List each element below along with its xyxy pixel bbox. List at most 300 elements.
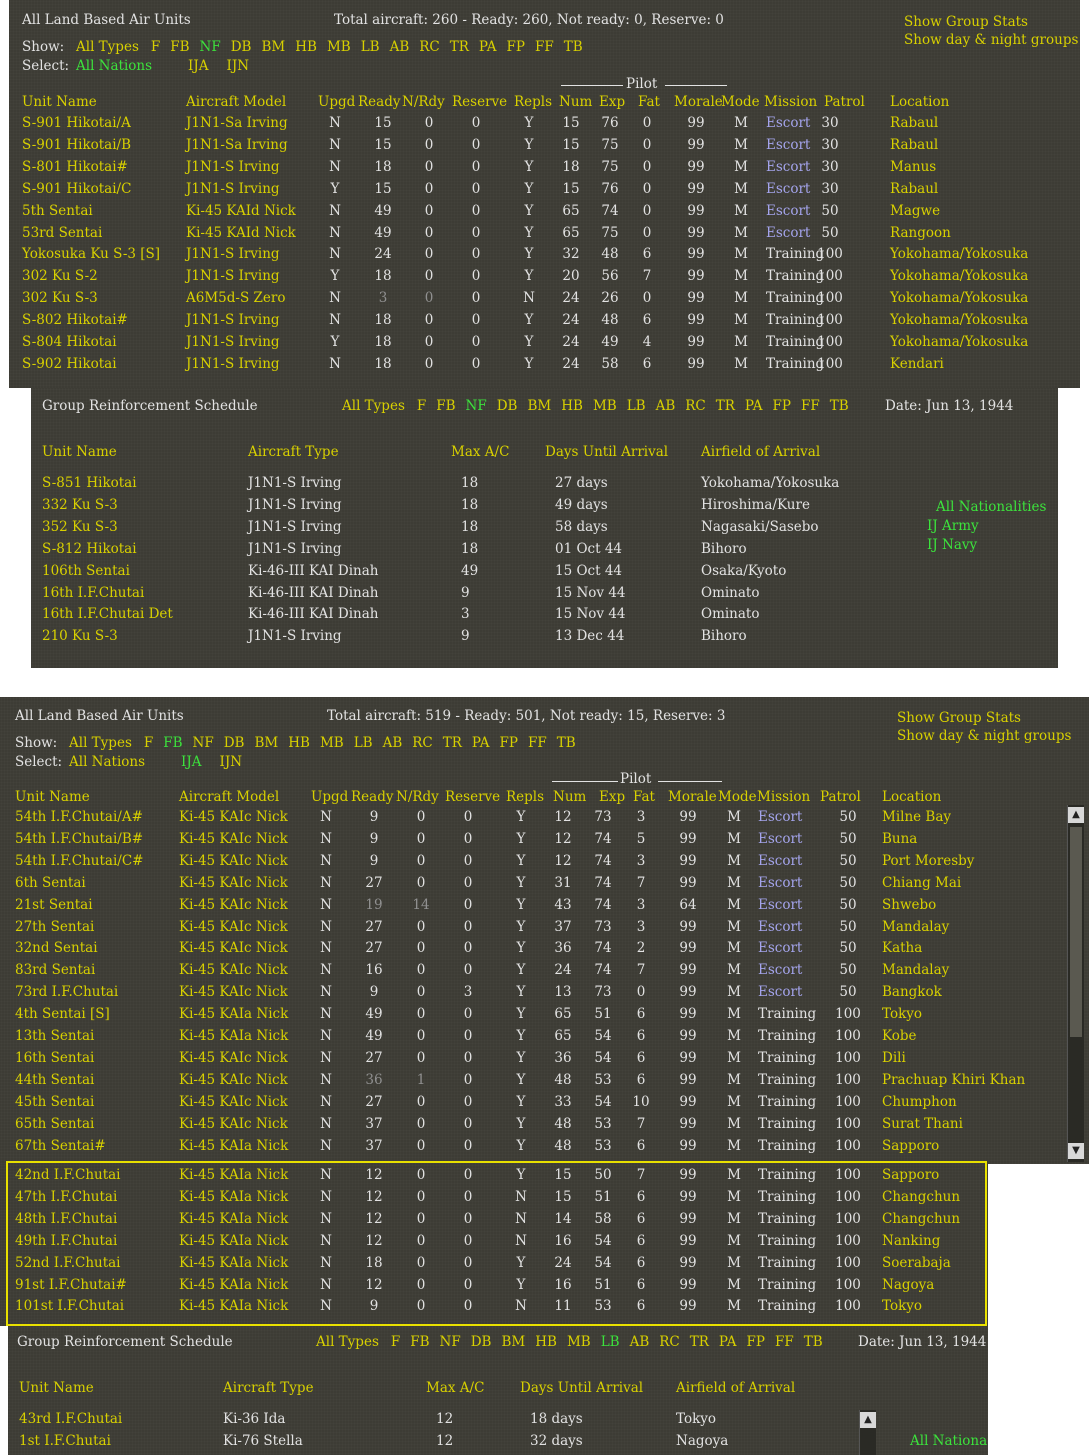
table-row[interactable] [0,872,1089,894]
filter-pa[interactable]: PA [471,735,490,751]
cell-unit-name[interactable]: 16th Sentai [15,1049,95,1066]
cell-mission[interactable]: Escort [758,962,803,979]
filter-rc[interactable]: RC [659,1334,680,1350]
show-day-night-link[interactable]: Show day & night groups [897,728,1072,744]
cell-mission[interactable]: Escort [766,115,811,131]
reinforcement-row[interactable] [31,494,1058,516]
filter-rc[interactable]: RC [685,398,706,414]
reinforcement-panel-2 [8,1326,988,1455]
cell-mission[interactable]: Training [758,1006,817,1023]
cell-mission[interactable]: Training [766,246,825,263]
filter-pa[interactable]: PA [744,398,763,414]
column-header-repls[interactable]: Repls [514,94,553,110]
table-row[interactable] [9,156,1080,178]
cell-pilot-fat: 6 [636,1298,646,1315]
cell-mode: M [727,1049,741,1066]
cell-unit-name[interactable]: 48th I.F.Chutai [15,1210,118,1227]
cell-mission[interactable]: Training [766,334,825,350]
cell-location: Dili [882,1049,906,1066]
table-row[interactable] [9,112,1080,134]
cell-mission[interactable]: Training [758,1093,817,1110]
cell-ready: 27 [365,940,383,957]
column-header-mission[interactable]: Mission [764,94,818,110]
cell-mission[interactable]: Training [766,290,825,307]
cell-location: Kendari [890,355,944,372]
cell-aircraft-model: Ki-45 KAId Nick [186,224,296,241]
reinforcement-row[interactable] [31,582,1058,604]
cell-mission[interactable]: Training [758,1188,817,1205]
cell-unit-name[interactable]: 54th I.F.Chutai/B# [15,830,144,847]
cell-unit-name[interactable]: S-901 Hikotai/A [22,115,131,131]
table-row[interactable] [9,265,1080,287]
column-header-morale[interactable]: Morale [668,789,717,805]
filter-rc[interactable]: RC [419,39,440,55]
cell-reserve: 0 [463,1276,473,1293]
column-header-pilot-exp[interactable]: Exp [599,789,626,805]
pilot-header: Pilot [620,771,652,787]
reinforcement-cell: 27 days [555,475,608,491]
cell-pilot-num: 65 [554,1006,572,1023]
cell-unit-name[interactable]: 83rd Sentai [15,962,96,979]
reinforcement-row[interactable] [31,538,1058,560]
cell-pilot-fat: 6 [642,246,652,263]
filter-fb[interactable]: FB [170,39,190,55]
cell-mode: M [727,1188,741,1205]
reinforcement-cell: 49 [461,562,479,579]
cell-location: Rabaul [890,180,939,197]
cell-aircraft-model: Ki-45 KAIa Nick [179,1167,289,1183]
units-scrollbar[interactable] [1067,805,1084,1162]
cell-unit-name[interactable]: 6th Sentai [15,874,86,891]
cell-ready: 12 [365,1276,383,1293]
filter-mb[interactable]: MB [566,1334,591,1350]
cell-unit-name[interactable]: 44th Sentai [15,1071,95,1088]
column-header-patrol[interactable]: Patrol [820,789,861,805]
table-row[interactable] [9,309,1080,331]
cell-reserve: 0 [463,1298,473,1315]
cell-unit-name[interactable]: 32nd Sentai [15,940,98,957]
column-header-unit-name[interactable]: Unit Name [22,94,97,110]
table-row[interactable] [0,916,1089,938]
cell-upgd: N [329,224,341,241]
cell-unit-name[interactable]: 27th Sentai [15,918,95,935]
cell-unit-name[interactable]: S-902 Hikotai [22,355,117,372]
cell-unit-name[interactable]: 5th Sentai [22,202,93,219]
cell-morale: 99 [687,334,705,350]
nation-filter-ija[interactable]: IJA [188,58,209,74]
cell-not-ready: 0 [416,984,426,1001]
cell-pilot-exp: 74 [594,940,612,957]
cell-unit-name[interactable]: Yokosuka Ku S-3 [S] [22,246,161,263]
filter-all-types[interactable]: All Types [342,398,405,414]
nation-all-nationalities[interactable]: All Nationa [910,1433,988,1449]
table-row[interactable] [0,1003,1089,1025]
table-row[interactable] [0,1047,1089,1069]
reinforcement-column-2: Max A/C [426,1380,485,1396]
filter-tr[interactable]: TR [715,398,735,414]
filter-ff[interactable]: FF [800,398,820,414]
table-row[interactable] [0,959,1089,981]
cell-unit-name[interactable]: 65th Sentai [15,1115,95,1132]
reinforcement-column-3: Days Until Arrival [520,1380,644,1396]
cell-ready: 27 [365,874,383,891]
table-row[interactable] [0,894,1089,916]
cell-mode: M [727,962,741,979]
column-header-mission[interactable]: Mission [757,789,811,805]
cell-patrol: 100 [817,355,843,372]
filter-hb[interactable]: HB [295,39,317,55]
filter-mb[interactable]: MB [592,398,617,414]
filter-tb[interactable]: TB [563,39,583,55]
table-row[interactable] [9,222,1080,244]
reinforcement-panel-1 [31,388,1058,668]
cell-mission[interactable]: Training [758,1137,817,1154]
filter-ff[interactable]: FF [527,735,547,751]
column-header-pilot-fat[interactable]: Fat [638,94,660,110]
cell-unit-name[interactable]: 101st I.F.Chutai [15,1298,125,1315]
cell-unit-name[interactable]: 54th I.F.Chutai/C# [15,852,144,869]
cell-unit-name[interactable]: S-801 Hikotai# [22,158,128,175]
cell-mission[interactable]: Training [758,1232,817,1249]
filter-ab[interactable]: AB [382,735,403,751]
filter-hb[interactable]: HB [535,1334,557,1350]
filter-pa[interactable]: PA [478,39,497,55]
scroll-thumb[interactable] [1070,827,1082,1037]
filter-bm[interactable]: BM [527,398,552,414]
cell-unit-name[interactable]: 49th I.F.Chutai [15,1232,118,1249]
scroll-up-arrow-icon[interactable]: ▲ [860,1412,876,1428]
cell-mission[interactable]: Escort [766,136,811,153]
filter-tb[interactable]: TB [803,1334,823,1350]
table-row[interactable] [0,1135,1089,1157]
cell-unit-name[interactable]: 45th Sentai [15,1093,95,1110]
column-header-upgd[interactable]: Upgd [311,789,349,805]
reinforcement-row[interactable] [31,560,1058,582]
cell-ready: 9 [369,1298,379,1315]
column-header-patrol[interactable]: Patrol [824,94,865,110]
cell-mission[interactable]: Escort [766,202,811,219]
cell-mission[interactable]: Escort [766,224,811,241]
filter-rc[interactable]: RC [412,735,433,751]
cell-pilot-fat: 5 [636,830,646,847]
reinforcement-row[interactable] [8,1408,988,1430]
cell-not-ready: 0 [416,918,426,935]
cell-repls: Y [516,874,526,891]
filter-f[interactable]: F [390,1334,401,1350]
cell-ready: 12 [365,1232,383,1249]
cell-patrol: 30 [821,158,839,175]
cell-ready: 15 [374,180,392,197]
cell-mode: M [727,1276,741,1293]
cell-mission[interactable]: Escort [758,809,803,825]
filter-fp[interactable]: FP [746,1334,765,1350]
show-group-stats-link[interactable]: Show Group Stats [904,14,1028,30]
cell-repls: Y [524,355,534,372]
table-row[interactable] [0,937,1089,959]
filter-bm[interactable]: BM [501,1334,526,1350]
column-header-location[interactable]: Location [882,789,942,805]
table-row[interactable] [9,243,1080,265]
column-header-not-ready[interactable]: N/Rdy [396,789,439,805]
cell-reserve: 0 [463,1115,473,1132]
filter-fb[interactable]: FB [163,735,183,751]
cell-mission[interactable]: Training [758,1276,817,1293]
cell-not-ready: 0 [416,1188,426,1205]
cell-unit-name[interactable]: 21st Sentai [15,896,93,913]
filter-fb[interactable]: FB [410,1334,430,1350]
table-row[interactable] [0,806,1089,828]
filter-ab[interactable]: AB [629,1334,650,1350]
cell-mission[interactable]: Training [758,1115,817,1132]
cell-morale: 99 [687,202,705,219]
filter-nf[interactable]: NF [199,39,221,55]
filter-f[interactable]: F [150,39,161,55]
cell-mission[interactable]: Escort [758,984,803,1001]
column-header-aircraft-model[interactable]: Aircraft Model [186,94,287,110]
filter-lb[interactable]: LB [353,735,373,751]
cell-pilot-exp: 53 [594,1115,612,1132]
column-header-reserve[interactable]: Reserve [445,789,501,805]
cell-ready: 27 [365,918,383,935]
cell-mode: M [734,136,748,153]
table-row[interactable] [9,200,1080,222]
reinforcement-row[interactable] [8,1430,988,1452]
column-header-ready[interactable]: Ready [358,94,401,110]
column-header-repls[interactable]: Repls [506,789,545,805]
filter-mb[interactable]: MB [319,735,344,751]
cell-mode: M [727,1006,741,1023]
reinforcement-row[interactable] [31,516,1058,538]
cell-unit-name[interactable]: 52nd I.F.Chutai [15,1254,121,1271]
filter-db[interactable]: DB [230,39,252,55]
nation-filter-ija[interactable]: IJA [181,754,202,770]
filter-lb[interactable]: LB [360,39,380,55]
filter-nf[interactable]: NF [465,398,487,414]
cell-mission[interactable]: Training [758,1210,817,1227]
cell-mission[interactable]: Training [766,268,825,285]
cell-unit-name[interactable]: 47th I.F.Chutai [15,1188,118,1205]
table-row[interactable] [0,828,1089,850]
reinforcement-row[interactable] [31,625,1058,647]
column-header-mode[interactable]: Mode [721,94,760,110]
filter-db[interactable]: DB [470,1334,492,1350]
filter-ff[interactable]: FF [774,1334,794,1350]
cell-pilot-fat: 6 [636,1071,646,1088]
totals-summary: Total aircraft: 519 - Ready: 501, Not ready: 15, Reserve: 3 [327,708,726,724]
cell-unit-name[interactable]: 13th Sentai [15,1028,95,1044]
column-header-mode[interactable]: Mode [718,789,757,805]
column-header-upgd[interactable]: Upgd [318,94,356,110]
cell-mode: M [727,1028,741,1044]
cell-mission[interactable]: Training [758,1254,817,1271]
table-row[interactable] [0,1069,1089,1091]
table-row[interactable] [0,981,1089,1003]
nation-all-nationalities[interactable]: All Nationalities [936,499,1047,515]
cell-unit-name[interactable]: 4th Sentai [S] [15,1006,110,1023]
column-header-pilot-fat[interactable]: Fat [633,789,655,805]
nation-filter-all-nations[interactable]: All Nations [69,754,146,770]
filter-tr[interactable]: TR [689,1334,709,1350]
filter-all-types[interactable]: All Types [69,735,132,751]
cell-unit-name[interactable]: S-901 Hikotai/B [22,136,132,153]
select-label: Select: [15,754,63,770]
show-day-night-link[interactable]: Show day & night groups [904,32,1079,48]
cell-unit-name[interactable]: 54th I.F.Chutai/A# [15,809,143,825]
filter-ab[interactable]: AB [389,39,410,55]
cell-pilot-num: 12 [554,830,572,847]
filter-fp[interactable]: FP [772,398,791,414]
cell-mission[interactable]: Training [758,1298,817,1315]
reinforcement-column-4: Airfield of Arrival [701,444,821,460]
filter-fp[interactable]: FP [506,39,525,55]
cell-morale: 99 [687,312,705,329]
column-header-location[interactable]: Location [890,94,950,110]
reinforcement-column-1: Aircraft Type [248,444,339,460]
filter-f[interactable]: F [143,735,154,751]
column-header-aircraft-model[interactable]: Aircraft Model [179,789,280,805]
cell-repls: Y [516,1028,526,1044]
cell-mission[interactable]: Training [758,1167,817,1183]
cell-unit-name[interactable]: 67th Sentai# [15,1137,106,1154]
column-header-reserve[interactable]: Reserve [452,94,508,110]
cell-mission[interactable]: Training [766,312,825,329]
cell-mission[interactable]: Escort [766,158,811,175]
table-row[interactable] [0,1091,1089,1113]
cell-not-ready: 0 [416,1167,426,1183]
cell-unit-name[interactable]: 302 Ku S-3 [22,290,98,307]
filter-ab[interactable]: AB [655,398,676,414]
cell-pilot-exp: 53 [594,1137,612,1154]
reinforcement-row[interactable] [31,472,1058,494]
cell-mission[interactable]: Escort [758,896,803,913]
table-row[interactable] [9,134,1080,156]
filter-db[interactable]: DB [496,398,518,414]
scroll-up-arrow-icon[interactable]: ▲ [1068,807,1084,823]
cell-pilot-num: 43 [554,896,572,913]
filter-nf[interactable]: NF [439,1334,461,1350]
filter-all-types[interactable]: All Types [76,39,139,55]
cell-mission[interactable]: Training [758,1049,817,1066]
filter-hb[interactable]: HB [561,398,583,414]
nation-filter-all-nations[interactable]: All Nations [76,58,153,74]
table-row[interactable] [0,1025,1089,1047]
filter-lb[interactable]: LB [600,1334,620,1350]
cell-unit-name[interactable]: 53rd Sentai [22,224,103,241]
filter-bm[interactable]: BM [254,735,279,751]
table-row[interactable] [9,331,1080,353]
column-header-ready[interactable]: Ready [351,789,394,805]
column-header-morale[interactable]: Morale [674,94,723,110]
cell-unit-name[interactable]: S-802 Hikotai# [22,312,128,329]
schedule-date: Date: Jun 13, 1944 [858,1334,987,1350]
filter-ff[interactable]: FF [534,39,554,55]
pilot-header-rule-right [658,781,722,782]
reinforcement-cell: J1N1-S Irving [248,496,342,513]
nation-ij-army[interactable]: IJ Army [927,518,979,534]
filter-fb[interactable]: FB [436,398,456,414]
highlighted-rows-box [6,1161,987,1326]
cell-mission[interactable]: Escort [766,180,811,197]
filter-nf[interactable]: NF [192,735,214,751]
filter-bm[interactable]: BM [261,39,286,55]
cell-unit-name[interactable]: 302 Ku S-2 [22,268,98,285]
filter-tb[interactable]: TB [556,735,576,751]
cell-mission[interactable]: Training [766,355,825,372]
cell-repls: Y [516,830,526,847]
reinforcement-column-4: Airfield of Arrival [676,1380,796,1396]
filter-all-types[interactable]: All Types [316,1334,379,1350]
nation-filter-ijn[interactable]: IJN [226,58,250,74]
cell-unit-name[interactable]: S-804 Hikotai [22,334,117,350]
reinforcement-cell: J1N1-S Irving [248,518,342,535]
filter-db[interactable]: DB [223,735,245,751]
filter-mb[interactable]: MB [326,39,351,55]
cell-mission[interactable]: Escort [758,874,803,891]
cell-pilot-fat: 3 [636,809,646,825]
column-header-not-ready[interactable]: N/Rdy [402,94,445,110]
table-row[interactable] [0,850,1089,872]
cell-aircraft-model: Ki-45 KAIc Nick [179,984,288,1001]
cell-morale: 99 [687,224,705,241]
cell-aircraft-model: Ki-45 KAIc Nick [179,962,288,979]
air-units-panel-2 [0,697,1089,1164]
filter-tb[interactable]: TB [829,398,849,414]
reinforcement-cell: 43rd I.F.Chutai [19,1411,123,1427]
nation-ij-navy[interactable]: IJ Navy [927,537,978,553]
filter-hb[interactable]: HB [288,735,310,751]
cell-unit-name[interactable]: 91st I.F.Chutai# [15,1276,127,1293]
cell-mission[interactable]: Escort [758,940,803,957]
cell-mission[interactable]: Training [758,1028,817,1044]
filter-f[interactable]: F [416,398,427,414]
cell-aircraft-model: Ki-45 KAIa Nick [179,1232,289,1249]
filter-lb[interactable]: LB [626,398,646,414]
cell-ready: 12 [365,1188,383,1205]
cell-pilot-fat: 6 [636,1006,646,1023]
filter-tr[interactable]: TR [449,39,469,55]
column-header-pilot-exp[interactable]: Exp [599,94,626,110]
cell-location: Rangoon [890,224,951,241]
cell-repls: Y [516,918,526,935]
filter-pa[interactable]: PA [718,1334,737,1350]
nation-filter-ijn[interactable]: IJN [219,754,243,770]
show-group-stats-link[interactable]: Show Group Stats [897,710,1021,726]
cell-unit-name[interactable]: S-901 Hikotai/C [22,180,132,197]
filter-tr[interactable]: TR [442,735,462,751]
reinforcement-scrollbar[interactable] [859,1410,876,1455]
scroll-down-arrow-icon[interactable]: ▼ [1068,1143,1084,1159]
column-header-unit-name[interactable]: Unit Name [15,789,90,805]
reinforcement-row[interactable] [31,603,1058,625]
cell-mission[interactable]: Escort [758,852,803,869]
table-row[interactable] [9,353,1080,375]
cell-patrol: 100 [835,1006,861,1023]
column-header-pilot-num[interactable]: Num [559,94,593,110]
cell-mission[interactable]: Escort [758,918,803,935]
cell-mission[interactable]: Escort [758,830,803,847]
table-row[interactable] [9,287,1080,309]
table-row[interactable] [9,178,1080,200]
cell-not-ready: 0 [416,809,426,825]
cell-unit-name[interactable]: 73rd I.F.Chutai [15,984,119,1001]
cell-pilot-exp: 48 [601,312,619,329]
filter-fp[interactable]: FP [499,735,518,751]
cell-unit-name[interactable]: 42nd I.F.Chutai [15,1167,121,1183]
table-row[interactable] [0,1113,1089,1135]
cell-patrol: 100 [835,1115,861,1132]
column-header-pilot-num[interactable]: Num [553,789,587,805]
cell-mission[interactable]: Training [758,1071,817,1088]
